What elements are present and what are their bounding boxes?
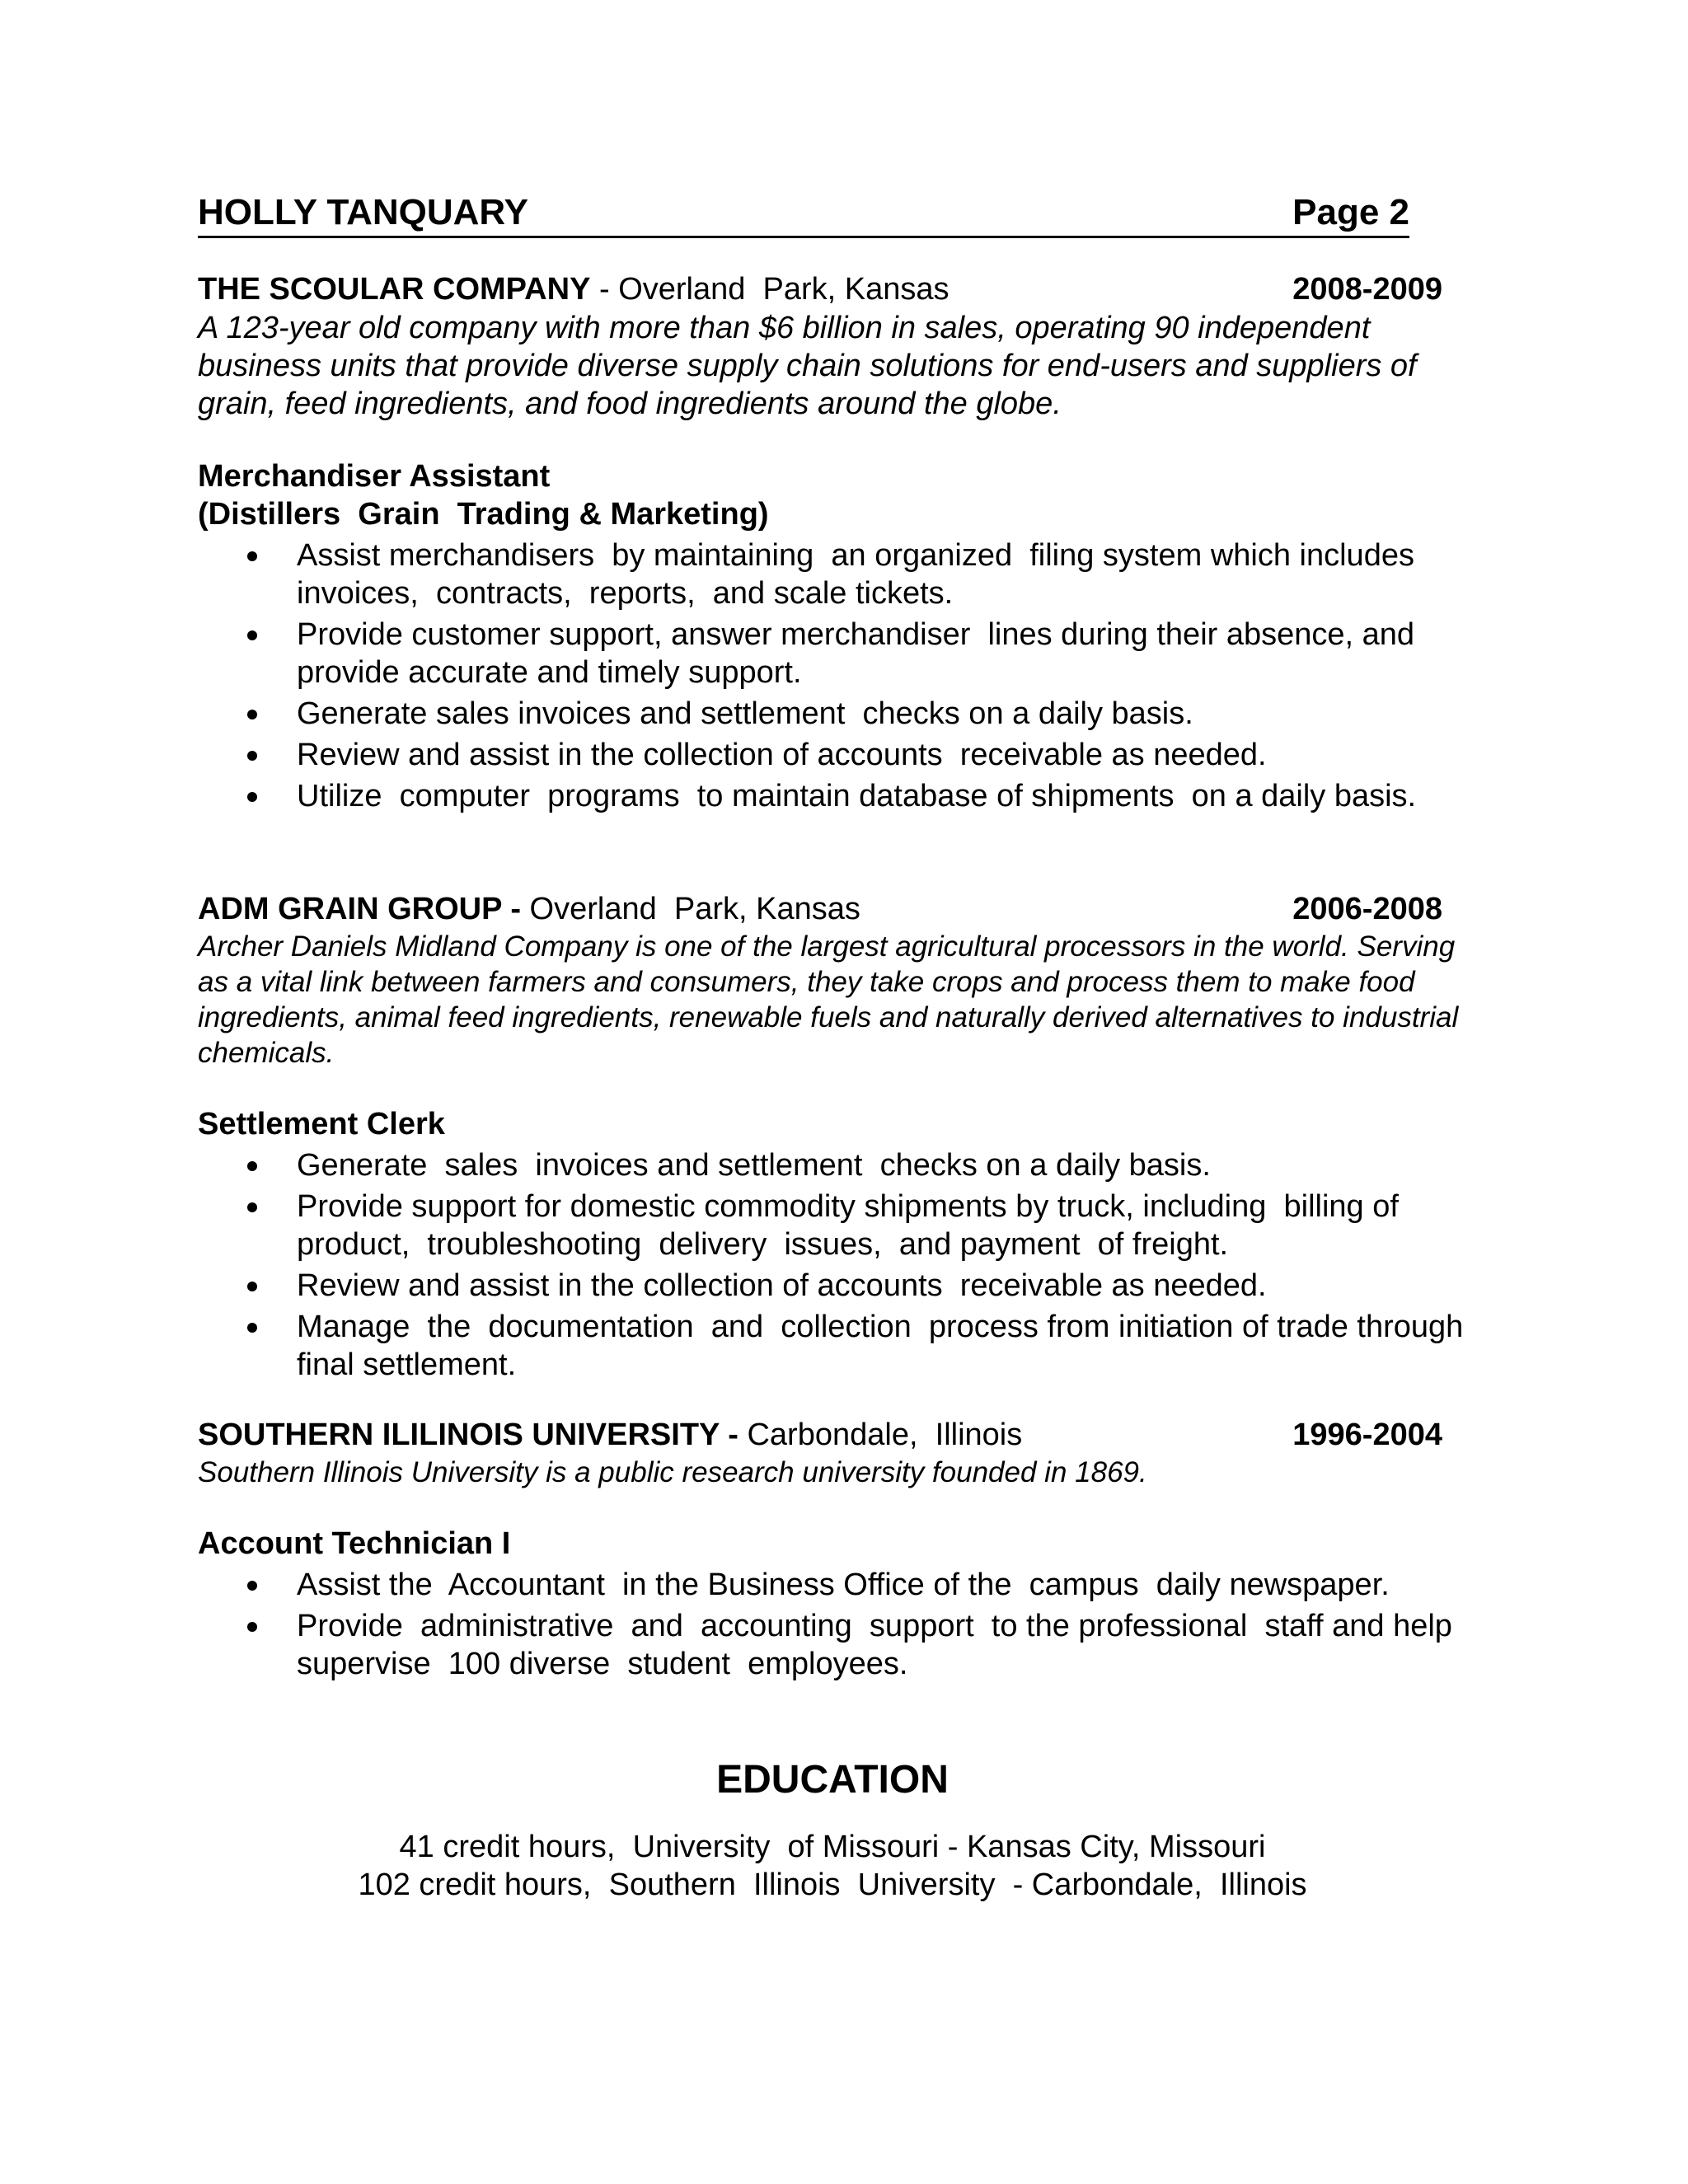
job-heading [198,889,1442,929]
job-subtitle: (Distillers Grain Trading & Marketing) [198,497,769,532]
job-years: 2008-2009 [1292,272,1442,307]
education-entry: 41 credit hours, University of Missouri - Kansas City, Missouri [399,1830,1266,1864]
separator: - [590,272,619,307]
list-item: Generate sales invoices and settlement checks on a daily basis. [198,1146,1500,1184]
list-item: Review and assist in the collection of accounts receivable as needed. [198,736,1500,774]
job-location: Carbondale, Illinois [747,1418,1023,1452]
bullet-icon [247,1202,257,1212]
duties-list [198,1566,1492,1683]
duties-list [198,1146,1492,1384]
company-description: Archer Daniels Midland Company is one of the largest agricultural processors in the world. Serving as a vital link between farmers and consumers, they take crops and process them to make food ingredients, animal feed ingredients, renewable fuels and naturally derived alternatives to industrial chemicals. [198,930,1459,1069]
job-scoular [198,269,1492,815]
list-item: Generate sales invoices and settlement checks on a daily basis. [198,695,1500,733]
list-item: Utilize computer programs to maintain database of shipments on a daily basis. [198,777,1500,815]
bullet-icon [247,1161,257,1171]
list-item: Manage the documentation and collection process from initiation of trade through final settlement. [198,1308,1500,1384]
separator: - [501,892,530,926]
job-heading [198,1415,1442,1455]
education-section [198,1755,1492,1904]
resume-page [198,190,1492,1904]
education-entry: 102 credit hours, Southern Illinois University - Carbondale, Illinois [358,1868,1307,1902]
job-title: Account Technician I [198,1526,511,1561]
job-siu [198,1415,1492,1683]
candidate-name: HOLLY TANQUARY [198,192,528,232]
job-heading [198,269,1442,309]
separator: - [719,1418,748,1452]
job-location: Overland Park, Kansas [618,272,950,307]
job-years: 1996-2004 [1292,1418,1442,1452]
job-years: 2006-2008 [1292,892,1442,926]
bullet-icon [247,710,257,719]
list-item: Assist the Accountant in the Business Office of the campus daily newspaper. [198,1566,1500,1604]
list-item: Provide support for domestic commodity shipments by truck, including billing of product, troubleshooting delivery issues, and payment of freight. [198,1188,1500,1263]
company-name: SOUTHERN ILILINOIS UNIVERSITY [198,1418,720,1452]
list-item: Review and assist in the collection of accounts receivable as needed. [198,1267,1500,1305]
list-item: Assist merchandisers by maintaining an organized filing system which includes invoices, contracts, reports, and scale tickets. [198,537,1500,612]
company-description: Southern Illinois University is a public research university founded in 1869. [198,1456,1147,1488]
page-header [198,190,1409,238]
bullet-icon [247,630,257,640]
bullet-icon [247,792,257,802]
list-item: Provide administrative and accounting support to the professional staff and help supervise 100 diverse student employees. [198,1607,1500,1683]
bullet-icon [247,1323,257,1333]
bullet-icon [247,1622,257,1632]
bullet-icon [247,1282,257,1291]
job-title: Merchandiser Assistant [198,459,551,494]
job-title: Settlement Clerk [198,1107,445,1141]
list-item: Provide customer support, answer merchandiser lines during their absence, and provide accurate and timely support. [198,616,1500,691]
bullet-icon [247,751,257,761]
company-name: THE SCOULAR COMPANY [198,272,591,307]
company-name: ADM GRAIN GROUP [198,892,502,926]
company-description: A 123-year old company with more than $6 billion in sales, operating 90 independent business units that provide diverse supply chain solutions for end-users and suppliers of grain, feed ingredients, and food ingredients around the globe. [198,311,1417,421]
bullet-icon [247,551,257,561]
bullet-icon [247,1581,257,1591]
section-title: EDUCATION [716,1758,949,1802]
job-adm [198,889,1492,1384]
job-location: Overland Park, Kansas [529,892,860,926]
page-number: Page 2 [1292,192,1409,232]
duties-list [198,537,1492,815]
